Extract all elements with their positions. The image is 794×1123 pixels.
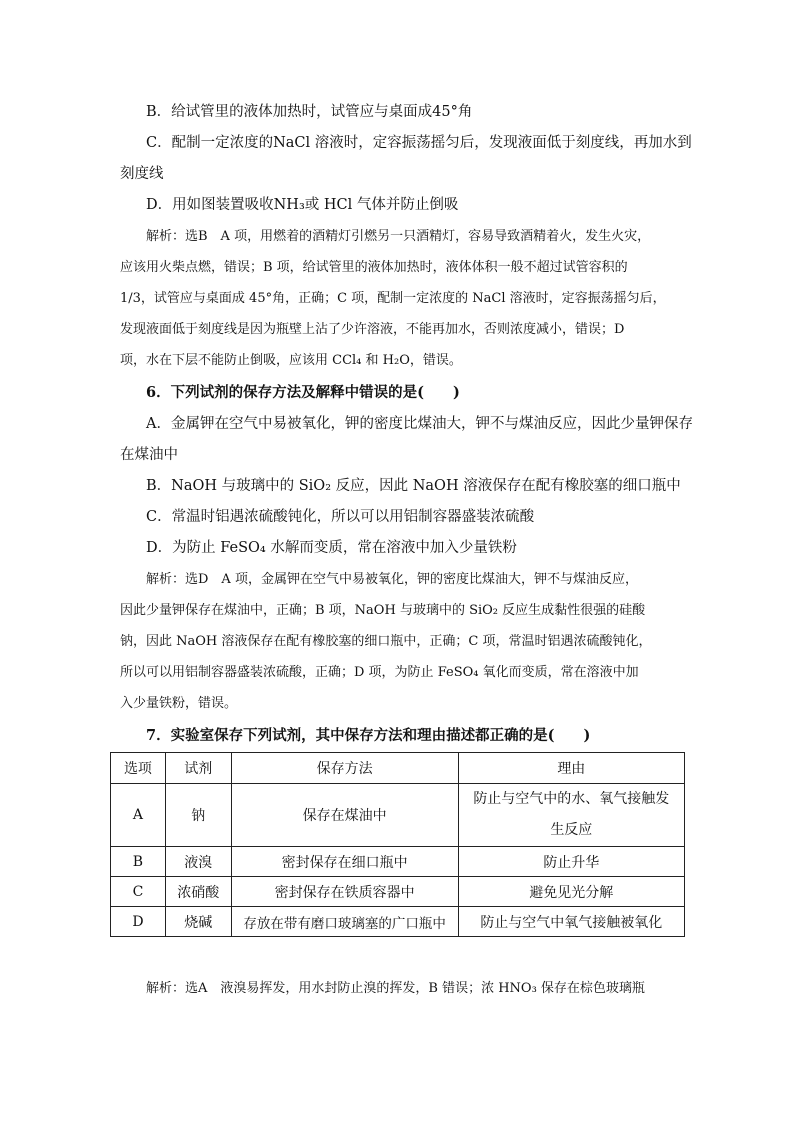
- table-row: [111, 877, 685, 907]
- cell-method: 密封保存在细口瓶中: [231, 847, 458, 877]
- cell-reagent: 液溴: [165, 847, 231, 877]
- header-reagent: 试剂: [165, 753, 231, 784]
- q6-explanation-line2: 因此少量钾保存在煤油中，正确；B 项，NaOH 与玻璃中的 SiO₂ 反应生成黏性很强的硅酸: [120, 603, 646, 618]
- q6-option-a-line1: A．金属钾在空气中易被氧化，钾的密度比煤油大，钾不与煤油反应，因此少量钾保存: [146, 416, 693, 432]
- cell-option: B: [111, 847, 166, 877]
- header-reason: 理由: [458, 753, 684, 784]
- q6-explanation-line5: 入少量铁粉，错误。: [120, 696, 238, 711]
- cell-reason: 防止与空气中的水、氧气接触发生反应: [458, 784, 684, 847]
- header-option: 选项: [111, 753, 166, 784]
- cell-option: D: [111, 907, 166, 937]
- q5-explanation-line1: 解析：选B A 项，用燃着的酒精灯引燃另一只酒精灯，容易导致酒精着火，发生火灾，: [146, 229, 651, 244]
- q6-option-b: B．NaOH 与玻璃中的 SiO₂ 反应，因此 NaOH 溶液保存在配有橡胶塞的细口瓶中: [146, 478, 681, 494]
- cell-method: 密封保存在铁质容器中: [231, 877, 458, 907]
- q5-explanation-line5: 项，水在下层不能防止倒吸，应该用 CCl₄ 和 H₂O，错误。: [120, 353, 462, 368]
- q7-stem: 7．实验室保存下列试剂，其中保存方法和理由描述都正确的是( ): [146, 727, 591, 744]
- q7-table: [110, 752, 685, 937]
- cell-option: A: [111, 784, 166, 847]
- q6-explanation-line4: 所以可以用铝制容器盛装浓硫酸，正确；D 项，为防止 FeSO₄ 氧化而变质，常在溶液中加: [120, 665, 639, 680]
- q5-explanation-line4: 发现液面低于刻度线是因为瓶壁上沾了少许溶液，不能再加水，否则浓度减小，错误；D: [120, 322, 625, 337]
- q5-option-c-line2: 刻度线: [120, 166, 164, 182]
- table-row: [111, 907, 685, 937]
- q5-option-d: D．用如图装置吸收NH₃或 HCl 气体并防止倒吸: [146, 197, 459, 213]
- cell-method: 保存在煤油中: [231, 784, 458, 847]
- q6-option-a-line2: 在煤油中: [120, 447, 178, 463]
- cell-reagent: 钠: [165, 784, 231, 847]
- table-header-row: [111, 753, 685, 784]
- q6-explanation-line3: 钠，因此 NaOH 溶液保存在配有橡胶塞的细口瓶中，正确；C 项，常温时铝遇浓硫酸钝化，: [120, 634, 652, 649]
- cell-reason: 避免见光分解: [458, 877, 684, 907]
- cell-reason: 防止升华: [458, 847, 684, 877]
- cell-option: C: [111, 877, 166, 907]
- cell-reagent: 烧碱: [165, 907, 231, 937]
- q7-explanation-line1: 解析：选A 液溴易挥发，用水封防止溴的挥发，B 错误；浓 HNO₃ 保存在棕色玻璃瓶: [146, 981, 645, 996]
- q6-explanation-line1: 解析：选D A 项，金属钾在空气中易被氧化，钾的密度比煤油大，钾不与煤油反应，: [146, 572, 638, 587]
- table-row: [111, 847, 685, 877]
- cell-method: 存放在带有磨口玻璃塞的广口瓶中: [231, 907, 458, 937]
- q6-stem: 6．下列试剂的保存方法及解释中错误的是( ): [146, 384, 460, 401]
- cell-reason: 防止与空气中氧气接触被氧化: [458, 907, 684, 937]
- table-row: [111, 784, 685, 847]
- q6-option-d: D．为防止 FeSO₄ 水解而变质，常在溶液中加入少量铁粉: [146, 540, 517, 556]
- cell-reagent: 浓硝酸: [165, 877, 231, 907]
- q5-explanation-line3: 1/3，试管应与桌面成 45°角，正确；C 项，配制一定浓度的 NaCl 溶液时，定容振荡摇匀后，: [120, 291, 666, 306]
- q5-option-c-line1: C．配制一定浓度的NaCl 溶液时，定容振荡摇匀后，发现液面低于刻度线，再加水到: [146, 135, 692, 151]
- q5-explanation-line2: 应该用火柴点燃，错误；B 项，给试管里的液体加热时，液体体积一般不超过试管容积的: [120, 260, 628, 275]
- q6-option-c: C．常温时铝遇浓硫酸钝化，所以可以用铝制容器盛装浓硫酸: [146, 509, 535, 525]
- q5-option-b: B．给试管里的液体加热时，试管应与桌面成45°角: [146, 104, 473, 120]
- header-method: 保存方法: [231, 753, 458, 784]
